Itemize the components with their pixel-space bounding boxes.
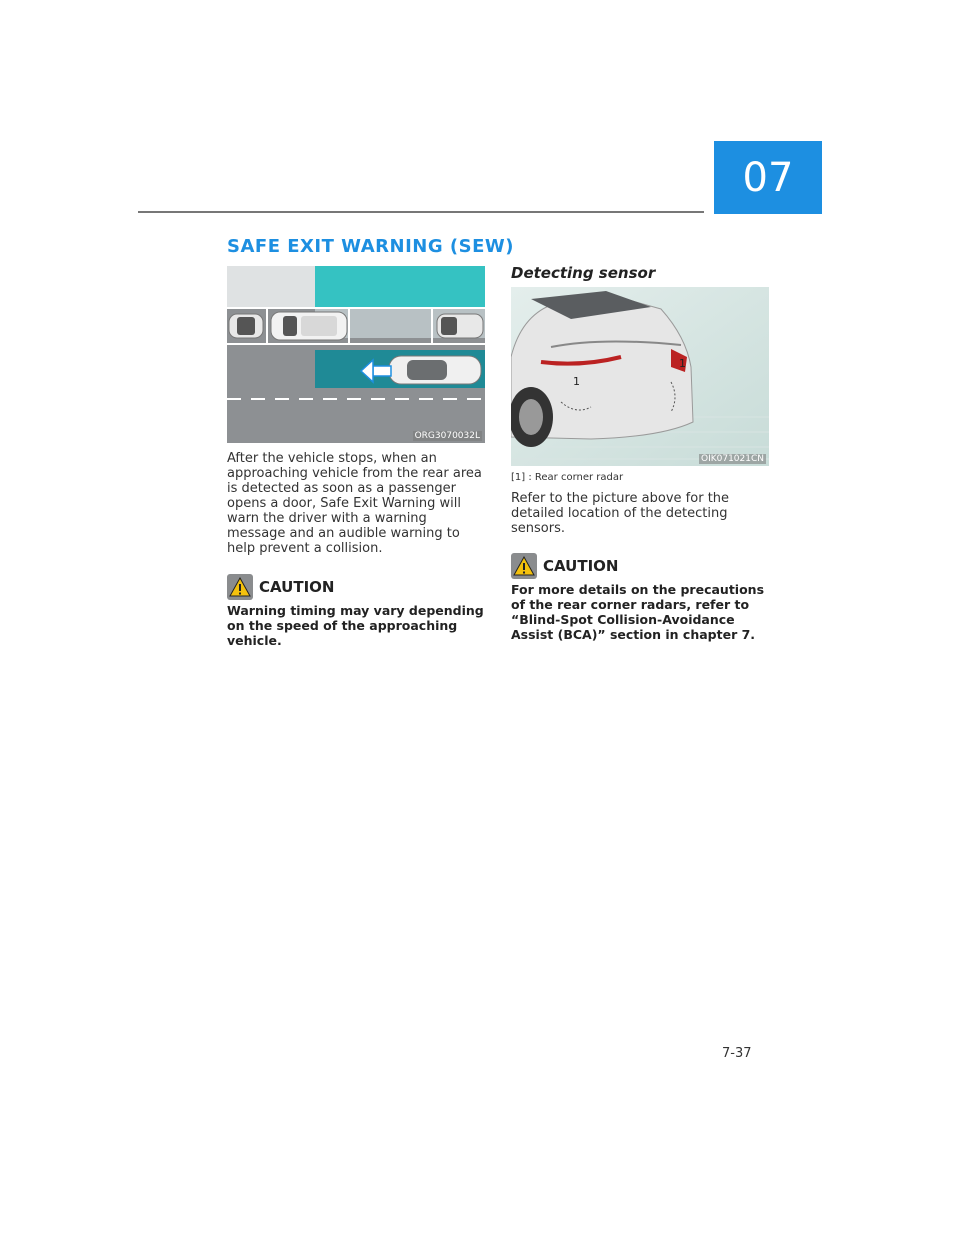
- parking-scene: [227, 266, 485, 443]
- caution-text-left: Warning timing may vary depending on the speed of the approaching vehicle.: [227, 603, 484, 648]
- detecting-sensor-heading: Detecting sensor: [511, 264, 656, 282]
- header-divider: [138, 211, 704, 213]
- parked-car-left: [229, 314, 263, 338]
- approaching-car: [389, 356, 481, 384]
- radar-marker-label: 1: [679, 357, 686, 370]
- page-number: 7-37: [722, 1046, 752, 1061]
- caution-label: CAUTION: [259, 578, 335, 596]
- figure-code: OIK071021CN: [700, 454, 764, 464]
- sew-illustration: [227, 266, 485, 443]
- warning-triangle-icon: [227, 574, 253, 600]
- car-rear-scene: [511, 287, 769, 466]
- chapter-number: 07: [742, 154, 794, 201]
- figure-caption: [1] : Rear corner radar: [511, 472, 624, 483]
- section-title: SAFE EXIT WARNING (SEW): [227, 236, 514, 257]
- parked-car-right: [437, 314, 483, 338]
- parked-suv: [271, 312, 347, 340]
- chapter-tab: [714, 141, 822, 214]
- radar-marker-label: 1: [573, 375, 580, 388]
- warning-triangle-icon: [511, 553, 537, 579]
- caution-text-right: For more details on the precautions of the rear corner radars, refer to “Blind-Spot Collision-Avoidance Assist (BCA)” section in chapter 7.: [511, 582, 765, 642]
- rear-radar-illustration: [511, 287, 769, 466]
- caution-label: CAUTION: [543, 557, 619, 575]
- sew-description: After the vehicle stops, when an approaching vehicle from the rear area is detected as soon as a passenger opens a door, Safe Exit Warning will warn the driver with a warning message and an audible warning to help prevent a collision.: [227, 451, 482, 556]
- caution-heading-left: [227, 574, 334, 600]
- figure-code: ORG3070032L: [414, 431, 480, 441]
- sensor-description: Refer to the picture above for the detailed location of the detecting sensors.: [511, 491, 730, 536]
- caution-heading-right: [511, 553, 618, 579]
